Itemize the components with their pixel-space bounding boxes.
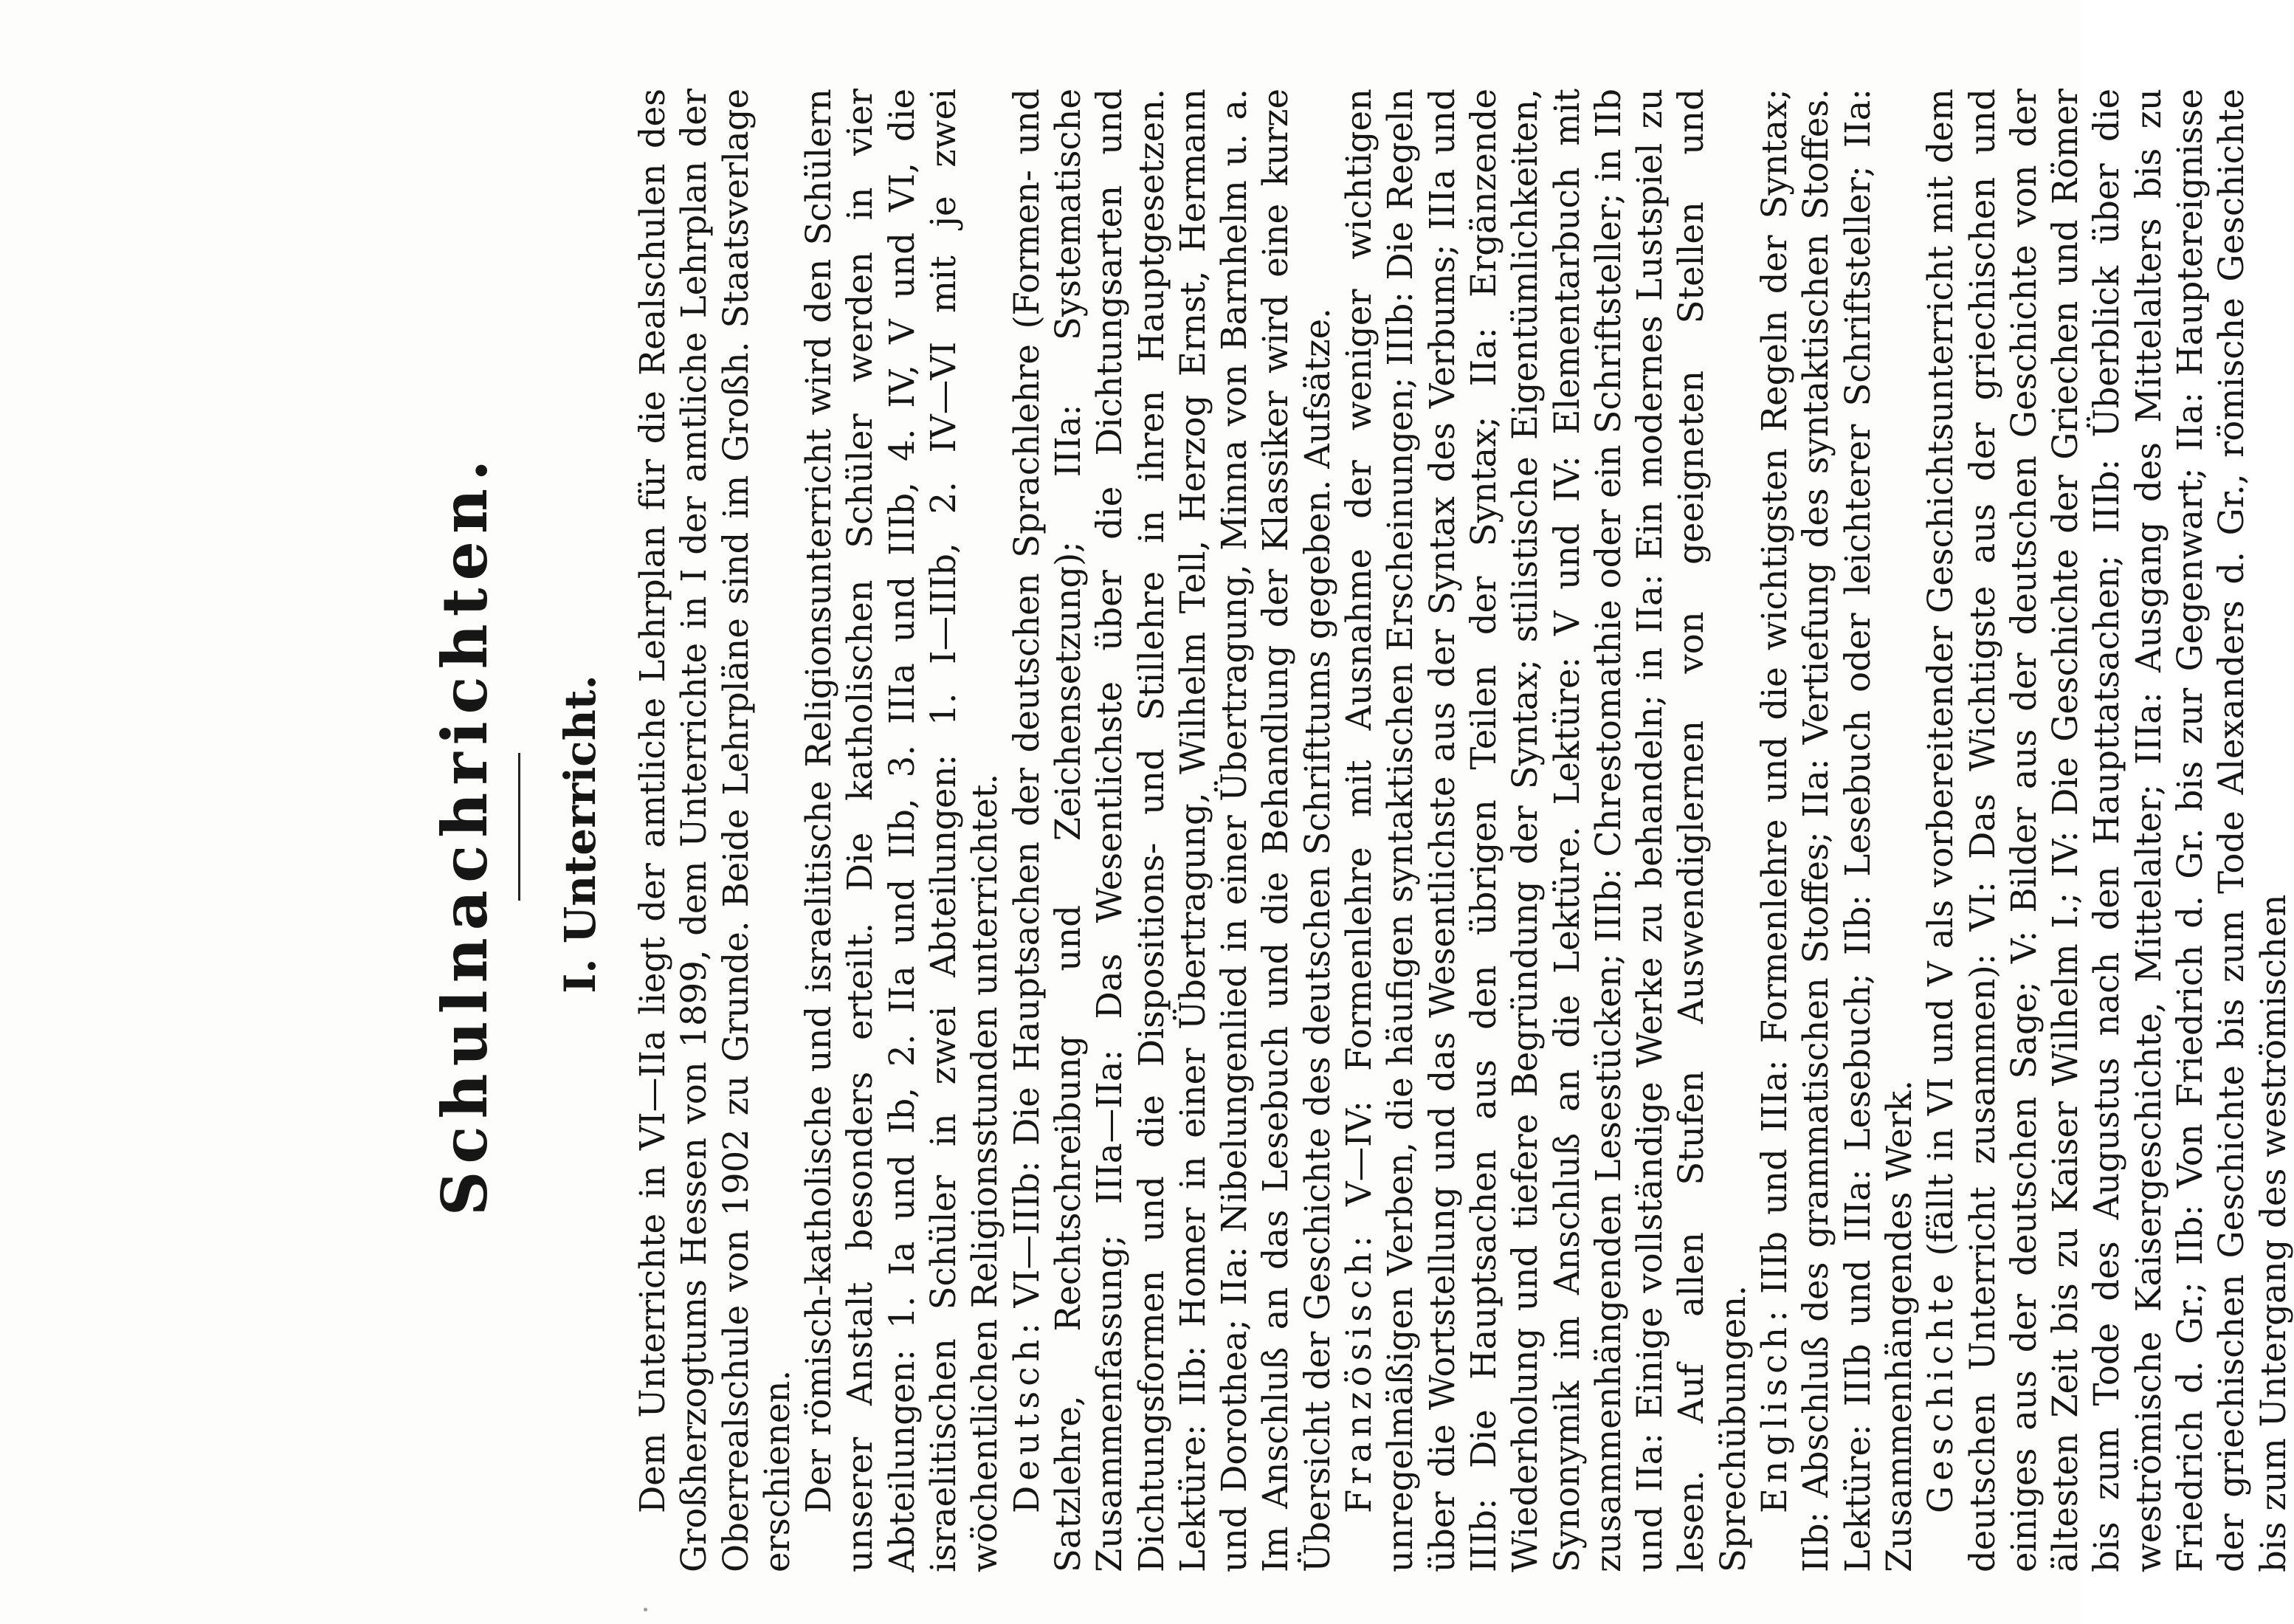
paragraph-text: V—IV: Formenlehre mit Ausnahme der weniger wichtigen unregelmäßigen Verben, die häufigen syntaktischen Erscheinungen; IIIb: Die Regeln über die Wortstellung und das Wesentlichste aus der Syntax des Verbums; IIIa und IIIb: Die Hauptsachen aus den übrigen Teilen der Syntax; IIa: Ergänzende Wiederholung und tiefere Begründung der Syntax; stilistische Eigentümlichkeiten, Synonymik im Anschluß an die Lektüre. Lektüre: V und IV: Elementarbuch mit zusammenhängenden Lesestücken; IIIb: Chrestomathie oder ein Schriftsteller; in IIb und IIa: Einige vollständige Werke zu behandeln; in IIa: Ein modernes Lustspiel zu lesen. Auf allen Stufen Auswendiglernen von geeigneten Stellen und Sprechübungen. — [1339, 89, 1753, 1572]
subject-separator: : — [1339, 1206, 1380, 1248]
subject-label: Deutsch — [1006, 1334, 1047, 1513]
page-title: Schulnachrichten. — [428, 452, 501, 1217]
scan-speck — [644, 1608, 647, 1611]
rotated-page-content — [399, 88, 2293, 1580]
paragraph-deutsch — [1006, 89, 1338, 1572]
subject-label: Geschichte — [1921, 1268, 1961, 1513]
paragraph-text: IIIb und IIIa: Formenlehre und die wichtigsten Regeln der Syntax; IIb: Abschluß des grammatischen Stoffes; IIa: Vertiefung des syntaktischen Stoffes. Lektüre: IIIb und IIIa: Lesebuch; IIb: Lesebuch oder leichterer Schriftsteller; IIa: Zusammenhängendes Werk. — [1754, 88, 1919, 1572]
paragraph-englisch — [1754, 89, 1920, 1572]
title-divider — [518, 753, 520, 901]
paragraph-geschichte — [1920, 89, 2294, 1572]
paragraph-text: Der römisch-katholische und israelitische Religionsunterricht wird den Schülern unserer Anstalt besonders erteilt. Die katholischen Schüler werden in vier Abteilungen: 1. Ia und Ib, 2. IIa und IIb, 3. IIIa und IIIb, 4. IV, V und VI, die israelitischen Schüler in zwei Abteilungen: 1. I—IIIb, 2. IV—VI mit je zwei wöchentlichen Religionsstunden unterrichtet. — [799, 89, 1005, 1572]
paragraph-religion — [798, 89, 1005, 1572]
subject-label: Englisch — [1754, 1321, 1795, 1513]
subject-separator — [1921, 1256, 1960, 1268]
section-heading: I. Unterricht. — [555, 675, 605, 994]
subject-separator: : — [1754, 1293, 1795, 1322]
paragraph-text: (fällt in VI und V als vorbereitender Geschichtsunterricht mit dem deutschen Unterricht zusammen): VI: Das Wichtigste aus der griechischen und einiges aus der deutschen Sage; V: Bilder aus der deutschen Geschichte von der ältesten Zeit bis zu Kaiser Wilhelm I.; IV: Die Geschichte der Griechen und Römer bis zum Tode des Augustus nach den Haupttatsachen; IIIb: Überblick über die weströmische Kaisergeschichte, Mittelalter; IIIa: Ausgang des Mittelalters bis zu Friedrich d. Gr.; IIb: Von Friedrich d. Gr. bis zur Gegenwart; IIa: Hauptereignisse der griechischen Geschichte bis zum Tode Alexanders d. Gr., römische Geschichte bis zum Untergang des weströmischen — [1921, 89, 2293, 1572]
subject-label: Französisch — [1339, 1247, 1380, 1513]
paragraph-intro — [632, 89, 798, 1572]
body-text — [632, 89, 2294, 1572]
subject-separator: : — [1006, 1307, 1047, 1335]
paragraph-text: Dem Unterrichte in VI—IIa liegt der amtliche Lehrplan für die Realschulen des Großherzogtums Hessen von 1899, dem Unterrichte in I der amtliche Lehrplan der Oberrealschule von 1902 zu Grunde. Beide Lehrpläne sind im Großh. Staatsverlage erschienen. — [633, 89, 797, 1572]
paragraph-text: VI—IIIb: Die Hauptsachen der deutschen Sprachlehre (Formen- und Satzlehre, Rechtschreibung und Zeichensetzung); IIIa: Systematische Zusammenfassung; IIIa—IIa: Das Wesentlichste über die Dichtungsarten und Dichtungsformen und die Dispositions- und Stillehre in ihren Hauptgesetzen. Lektüre: IIb: Homer in einer Übertragung, Wilhelm Tell, Herzog Ernst, Hermann und Dorothea; IIa: Nibelungenlied in einer Übertragung, Minna von Barnhelm u. a. Im Anschluß an das Lesebuch und die Behandlung der Klassiker wird eine kurze Übersicht der Geschichte des deutschen Schrifttums gegeben. Aufsätze. — [1006, 89, 1337, 1572]
paragraph-franzoesisch — [1338, 89, 1754, 1572]
